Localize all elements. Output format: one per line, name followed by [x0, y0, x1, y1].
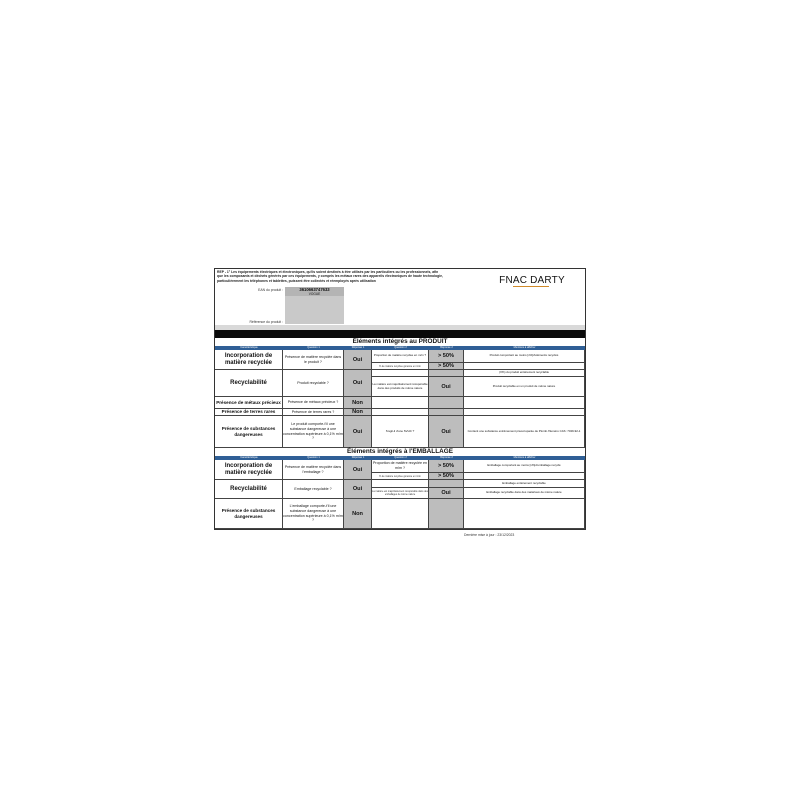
produit-col-reponse1: Réponse 1	[351, 346, 365, 349]
produit-incorporation-mention: Produit comportant au moins [x%]d'éléments recyclés	[464, 350, 585, 363]
emballage-col-reponse2: Réponse 2	[440, 456, 453, 459]
produit-incorporation-empty	[464, 363, 585, 370]
emballage-recyclabilite-q2: La matière est majoritairement récupérable dans des emballages de même nature	[372, 488, 429, 499]
emballage-recyclabilite-r1: Oui	[344, 480, 372, 499]
ean-label: EAN du produit :	[258, 288, 283, 292]
emballage-incorporation-mention: Emballage comportant au moins [x%]d'emballage recyclé	[464, 460, 585, 473]
emballage-recyclabilite-r2-blank	[429, 480, 464, 488]
produit-metaux-mention-blank	[464, 397, 585, 409]
produit-incorporation-label: Incorporation de matière recyclée	[215, 350, 283, 370]
produit-recyclabilite-label: Recyclabilité	[215, 370, 283, 397]
emballage-substances-r2-blank	[429, 499, 464, 529]
emballage-substances-r1: Non	[344, 499, 372, 529]
produit-substances-q1: Le produit comporte-t'il une substance dangereuse à une concentration supérieure à 0,1% m/m ?	[283, 416, 344, 448]
produit-recyclabilite-mention2: Produit recyclable en un produit de même nature	[464, 377, 585, 397]
produit-recyclabilite-mention1: (X%) du produit entièrement recyclable	[464, 370, 585, 377]
emballage-recyclabilite-q1: Emballage recyclable ?	[283, 480, 344, 499]
produit-recyclabilite-q2: La matière est majoritairement récupérable dans des produits de même nature	[372, 377, 429, 397]
last-update: Dernière mise à jour : 23/12/2023	[464, 533, 515, 537]
emballage-incorporation-label: Incorporation de matière recyclée	[215, 460, 283, 480]
emballage-incorporation-q1: Présence de matière recyclée dans l'emballage ?	[283, 460, 344, 480]
produit-col-reponse2: Réponse 2	[440, 346, 453, 349]
produit-substances-mention: Contient une substance extrêmement préoccupante de Plomb /Numéro CAS :7439-92-1	[464, 416, 585, 448]
emballage-section-title: Éléments intégrés à l'EMBALLAGE	[347, 448, 453, 455]
produit-incorporation-r2b: > 50%	[429, 363, 464, 370]
regulation-text: REP - 1° Les équipements électriques et électroniques, qu'ils soient destinés à être utilisés par les particuliers ou les professionnels, afin que les composants et déchets générés par ces équipements, y compris les métaux rares des appareils électroniques de haute technologie, particulièrement les téléphones et tablettes, puissent être collectés et réemployés après utilisation	[217, 270, 443, 283]
produit-metaux-label: Présence de métaux précieux	[215, 397, 283, 409]
brand-logo-underline	[513, 286, 549, 287]
emballage-recyclabilite-r2: Oui	[429, 488, 464, 499]
emballage-col-caracteristique: Caractéristique	[240, 456, 258, 459]
emballage-recyclabilite-q2-blank	[372, 480, 429, 488]
produit-incorporation-q2b: % de matière recyclée générée en m/m	[372, 363, 429, 370]
produit-terres-r2-blank	[429, 409, 464, 416]
produit-incorporation-r1: Oui	[344, 350, 372, 370]
produit-metaux-r1: Non	[344, 397, 372, 409]
ean-subtitle: VOGUE	[308, 291, 321, 296]
produit-col-question2: Question 2	[394, 346, 407, 349]
emballage-substances-q2-blank	[372, 499, 429, 529]
produit-recyclabilite-q1: Produit recyclable ?	[283, 370, 344, 397]
emballage-recyclabilite-mention2: Emballage recyclable dans des matériaux de même nature	[464, 488, 585, 499]
produit-terres-q2-blank	[372, 409, 429, 416]
emballage-col-question1: Question 1	[307, 456, 320, 459]
produit-terres-q1: Présence de terres rares ?	[283, 409, 344, 416]
produit-col-caracteristique: Caractéristique	[240, 346, 258, 349]
produit-recyclabilite-r2-blank	[429, 370, 464, 377]
product-sheet	[214, 268, 586, 530]
produit-recyclabilite-r1: Oui	[344, 370, 372, 397]
emballage-col-mentions: Mentions à afficher	[513, 456, 536, 459]
produit-incorporation-r2a: > 50%	[429, 350, 464, 363]
produit-substances-q2: S'agit-il d'une SVHC ?	[372, 416, 429, 448]
produit-terres-r1: Non	[344, 409, 372, 416]
emballage-substances-label: Présence de substances dangereuses	[215, 499, 283, 529]
emballage-recyclabilite-label: Recyclabilité	[215, 480, 283, 499]
produit-incorporation-q2a: Proportion de matière recyclée en m/m ?	[372, 350, 429, 363]
ean-value: 3610663747633	[299, 287, 330, 292]
brand-logo: FNAC DARTY	[499, 275, 565, 286]
produit-terres-label: Présence de terres rares	[215, 409, 283, 416]
emballage-incorporation-r2b: > 50%	[429, 473, 464, 480]
emballage-substances-mention-blank	[464, 499, 585, 529]
produit-metaux-r2-blank	[429, 397, 464, 409]
produit-substances-r2: Oui	[429, 416, 464, 448]
produit-substances-r1: Oui	[344, 416, 372, 448]
produit-recyclabilite-r2: Oui	[429, 377, 464, 397]
produit-substances-label: Présence de substances dangereuses	[215, 416, 283, 448]
emballage-incorporation-r2a: > 50%	[429, 460, 464, 473]
produit-metaux-q1: Présence de métaux précieux ?	[283, 397, 344, 409]
produit-section-title: Éléments intégrés au PRODUIT	[352, 338, 448, 345]
emballage-col-question2: Question 2	[394, 456, 407, 459]
emballage-incorporation-q2a: Proportion de matière recyclée en m/m ?	[372, 460, 429, 473]
produit-incorporation-q1: Présence de matière recyclée dans le produit ?	[283, 350, 344, 370]
black-divider	[215, 330, 585, 338]
emballage-incorporation-q2b: % de matière recyclée générée en m/m	[372, 473, 429, 480]
produit-recyclabilite-q2-blank	[372, 370, 429, 377]
emballage-substances-q1: L'emballage comporte-t'il une substance dangereuse à une concentration supérieure à 0,1% m/m ?	[283, 499, 344, 529]
produit-terres-mention-blank	[464, 409, 585, 416]
emballage-recyclabilite-mention1: Emballage entièrement recyclable	[464, 480, 585, 488]
produit-metaux-q2-blank	[372, 397, 429, 409]
produit-col-question1: Question 1	[307, 346, 320, 349]
produit-col-mentions: Mentions à afficher	[513, 346, 536, 349]
reference-label: Référence du produit :	[249, 320, 283, 324]
emballage-incorporation-empty	[464, 473, 585, 480]
emballage-col-reponse1: Réponse 1	[351, 456, 365, 459]
emballage-incorporation-r1: Oui	[344, 460, 372, 480]
